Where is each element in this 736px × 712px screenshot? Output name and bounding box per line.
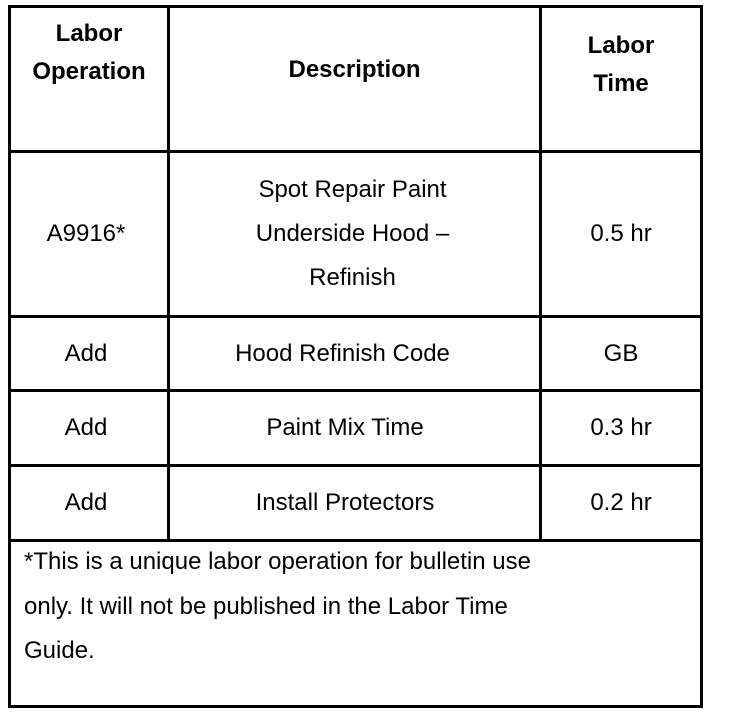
footnote-line-1: *This is a unique labor operation for bulletin use xyxy=(24,548,531,575)
labor-table xyxy=(8,5,703,708)
header-labor-operation xyxy=(11,15,167,135)
row-4-description: Install Protectors xyxy=(255,489,435,516)
row-2-description: Hood Refinish Code xyxy=(235,339,450,367)
footnote-line-2: only. It will not be published in the Labor Time xyxy=(24,592,508,620)
row-1-description-line-2: Underside Hood – xyxy=(255,220,450,247)
row-1-description-line-3: Refinish xyxy=(309,264,396,291)
row-2-operation: Add xyxy=(64,339,108,367)
footnote xyxy=(24,540,684,674)
footnote-line-3: Guide. xyxy=(24,637,95,664)
row-3-description: Paint Mix Time xyxy=(266,414,424,441)
row-1-operation: A9916* xyxy=(46,220,126,247)
row-1-description-line-1: Spot Repair Paint xyxy=(258,176,447,203)
table-border-top xyxy=(8,5,703,8)
row-4-time: 0.2 hr xyxy=(590,489,652,516)
row-1-description xyxy=(170,167,535,301)
row-1-time: 0.5 hr xyxy=(590,220,652,247)
row-3-time: 0.3 hr xyxy=(590,414,652,441)
header-labor-operation-line-2: Operation xyxy=(32,58,146,85)
table-border-right xyxy=(700,5,703,708)
table-border-bottom xyxy=(8,705,703,708)
header-labor-time-line-2: Time xyxy=(593,70,649,97)
row-3-operation: Add xyxy=(64,414,108,441)
row-4-operation: Add xyxy=(64,489,108,516)
header-labor-operation-line-1: Labor xyxy=(55,20,123,47)
header-labor-time-line-1: Labor xyxy=(587,32,655,59)
header-description: Description xyxy=(288,56,421,83)
header-labor-time xyxy=(542,27,700,147)
row-2-time: GB xyxy=(603,339,639,367)
